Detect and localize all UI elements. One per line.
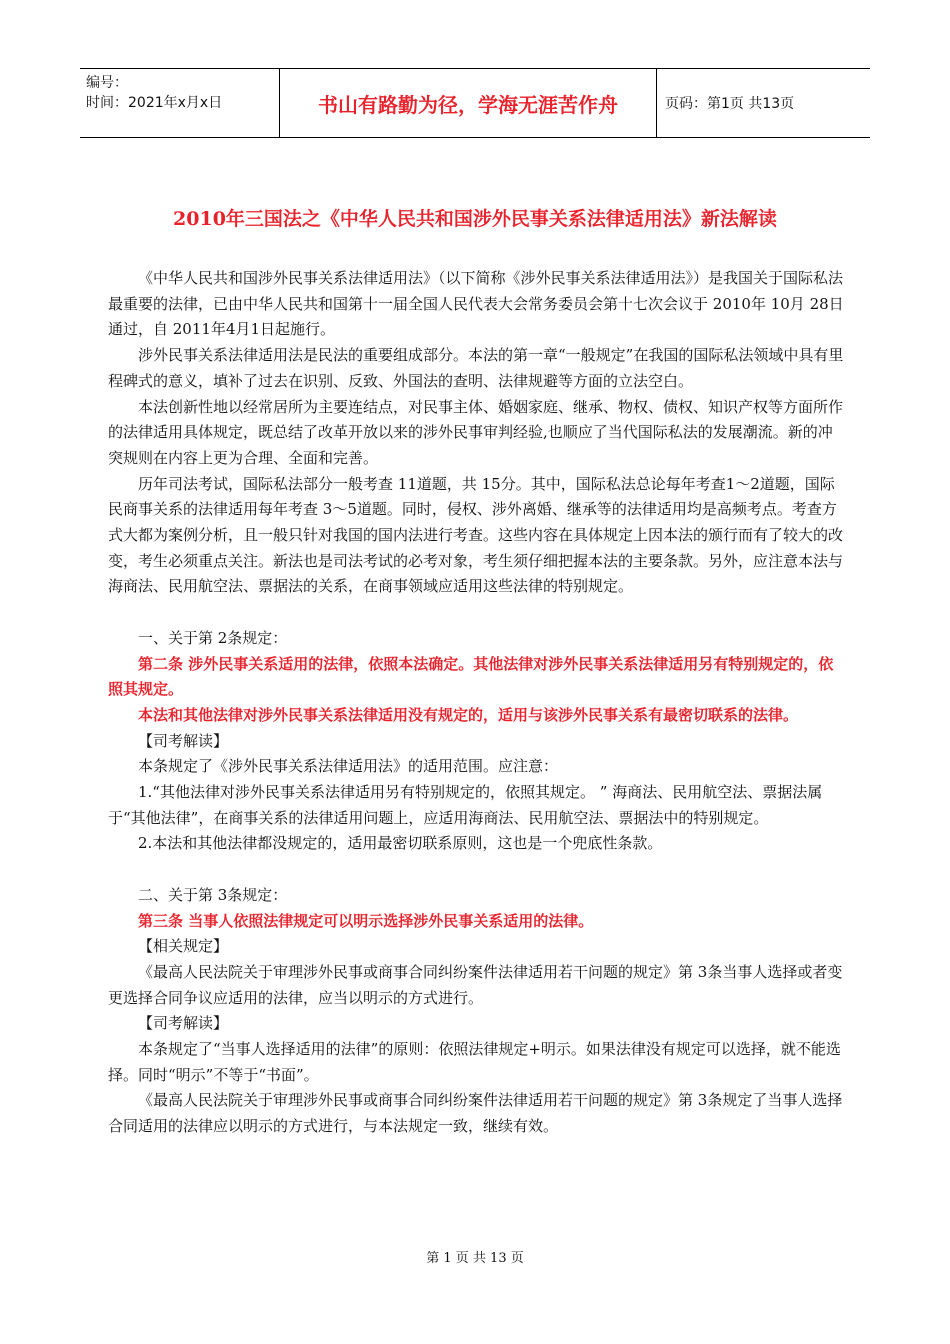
- article-text: 第三条 当事人依照法律规定可以明示选择涉外民事关系适用的法律。: [138, 911, 594, 930]
- intro-paragraph: 历年司法考试，国际私法部分一般考查 11道题，共 15分。其中，国际私法总论每年考查1～2道题，国际民商事关系的法律适用每年考查 3～5道题。同时，侵权、涉外离婚、继承等的法律适用均是高频考点。考查方式大都为案例分析，且一般只针对我国的国内法进行考查。这些内容在具体规定上因本法的颁行而有了较大的改变，考生必须重点关注。新法也是司法考试的必考对象，考生须仔细把握本法的主要条款。另外，应注意本法与海商法、民用航空法、票据法的关系，在商事领域应适用这些法律的特别规定。: [108, 474, 844, 596]
- header-motto: 书山有路勤为径，学海无涯苦作舟: [280, 69, 657, 137]
- intro-paragraph: 涉外民事关系法律适用法是民法的重要组成部分。本法的第一章“一般规定”在我国的国际私法领域中具有里程碑式的意义，填补了过去在识别、反致、外国法的查明、法律规避等方面的立法空白。: [108, 346, 844, 390]
- time-label: 时间：2021年x月x日: [86, 95, 223, 111]
- document-body: [108, 266, 846, 1140]
- related-paragraph: 《最高人民法院关于审理涉外民事或商事合同纠纷案件法律适用若干问题的规定》第 3条当事人选择或者变更选择合同争议应适用的法律，应当以明示的方式进行。: [108, 962, 843, 1007]
- intro-paragraph: 本法创新性地以经常居所为主要连结点，对民事主体、婚姻家庭、继承、物权、债权、知识产权等方面所作的法律适用具体规定，既总结了改革开放以来的涉外民事审判经验,也顺应了当代国际私法的发展潮流。新的冲突规则在内容上更为合理、全面和完善。: [108, 397, 844, 467]
- interpretation-paragraph: 本条规定了《涉外民事关系法律适用法》的适用范围。应注意：: [138, 757, 559, 776]
- page-header: [80, 68, 870, 138]
- article-text: 第二条 涉外民事关系适用的法律，依照本法确定。其他法律对涉外民事关系法律适用另有特别规定的，依照其规定。: [108, 654, 834, 699]
- section-label: 【司考解读】: [138, 731, 229, 750]
- interpretation-paragraph: 本条规定了“当事人选择适用的法律”的原则：依照法律规定+明示。如果法律没有规定可以选择，就不能选择。同时“明示”不等于“书面”。: [108, 1040, 841, 1084]
- interpretation-paragraph: 《最高人民法院关于审理涉外民事或商事合同纠纷案件法律适用若干问题的规定》第 3条规定了当事人选择合同适用的法律应以明示的方式进行，与本法规定一致，继续有效。: [108, 1091, 843, 1136]
- header-page-info: 页码：第1页 共13页: [665, 96, 795, 112]
- interpretation-paragraph: 1.“其他法律对涉外民事关系法律适用另有特别规定的，依照其规定。 ” 海商法、民用航空法、票据法属于“其他法律”，在商事关系的法律适用问题上，应适用海商法、民用航空法、票据法中的特别规定。: [108, 783, 823, 827]
- section-label: 【相关规定】: [138, 937, 229, 956]
- section-label: 【司考解读】: [138, 1014, 229, 1033]
- section-heading: 二、关于第 3条规定：: [138, 885, 288, 904]
- article-text: 本法和其他法律对涉外民事关系法律适用没有规定的，适用与该涉外民事关系有最密切联系的法律。: [138, 705, 799, 724]
- section-heading: 一、关于第 2条规定：: [138, 628, 288, 647]
- document-title: 2010年三国法之《中华人民共和国涉外民事关系法律适用法》新法解读: [173, 208, 777, 230]
- header-meta: [80, 69, 280, 137]
- page-footer: 第 1 页 共 13 页: [426, 1251, 524, 1266]
- number-label: 编号：: [86, 75, 128, 91]
- intro-paragraph: 《中华人民共和国涉外民事关系法律适用法》（以下简称《涉外民事关系法律适用法》）是我国关于国际私法最重要的法律，已由中华人民共和国第十一届全国人民代表大会常务委员会第十七次会议于 2010年 10月 28日通过，自 2011年4月1日起施行。: [108, 269, 844, 339]
- interpretation-paragraph: 2.本法和其他法律都没规定的，适用最密切联系原则，这也是一个兜底性条款。: [138, 834, 663, 853]
